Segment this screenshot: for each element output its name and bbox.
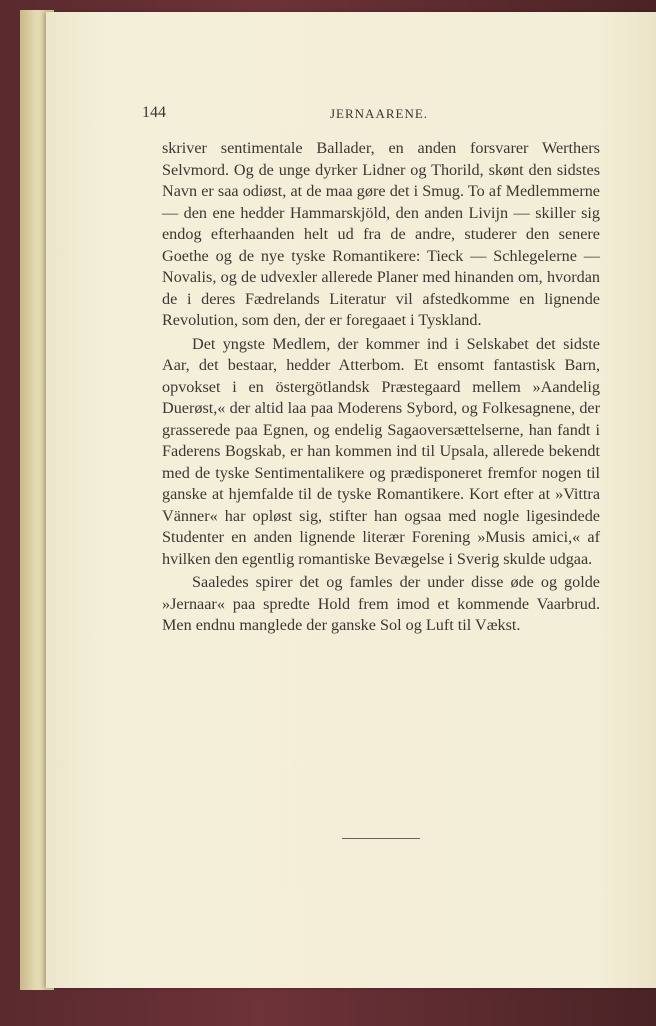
running-head: JERNAARENE. — [330, 106, 429, 121]
paragraph-1: skriver sentimentale Ballader, en anden forsvarer Werthers Selvmord. Og de unge dyrker Lidner og Thorild, skønt den sidstes Navn er saa odiøst, at de maa gøre det i Smug. To af Medlemmerne — den ene hedder Hammarskjöld, den anden Livijn — skiller sig endog efterhaanden helt ud fra de andre, studerer den senere Goethe og de nye tyske Romantikere: Tieck — Schlegelerne — Novalis, og de udvexler allerede Planer med hinanden om, hvordan de i deres Fædrelands Literatur vil afstedkomme en lignende Revolution, som den, der er foregaaet i Tyskland. — [162, 139, 600, 329]
page-header — [120, 104, 600, 128]
paragraph-2: Det yngste Medlem, der kommer ind i Selskabet det sidste Aar, det bestaar, hedder Atterbom. Et ensomt fantastisk Barn, opvokset i en östergötlandsk Præstegaard mellem »Aandelig Duerøst,« der altid laa paa Moderens Sybord, og Folkesagnene, der grasserede paa Egnen, og endelig Sagaoversættelserne, han fandt i Faderens Bogskab, er han kommen ind til Upsala, allerede bekendt med de tyske Sentimentalikere og prædisponeret fremfor nogen til ganske at hjemfalde til de tyske Romantikere. Kort efter at »Vittra Vänner« har opløst sig, stifter han ogsaa med nogle ligesindede Studenter en anden lignende literær Forening »Musis amici,« af hvilken den egentlig romantiske Bevægelse i Sverig skulde udgaa. — [162, 334, 600, 568]
body-text — [162, 138, 600, 639]
paragraph-3: Saaledes spirer det og famles der under disse øde og golde »Jernaar« paa spredte Hold frem imod et kommende Vaarbrud. Men endnu manglede der ganske Sol og Luft til Vækst. — [162, 573, 600, 634]
section-end-rule — [342, 838, 420, 839]
page-number: 144 — [142, 104, 166, 121]
